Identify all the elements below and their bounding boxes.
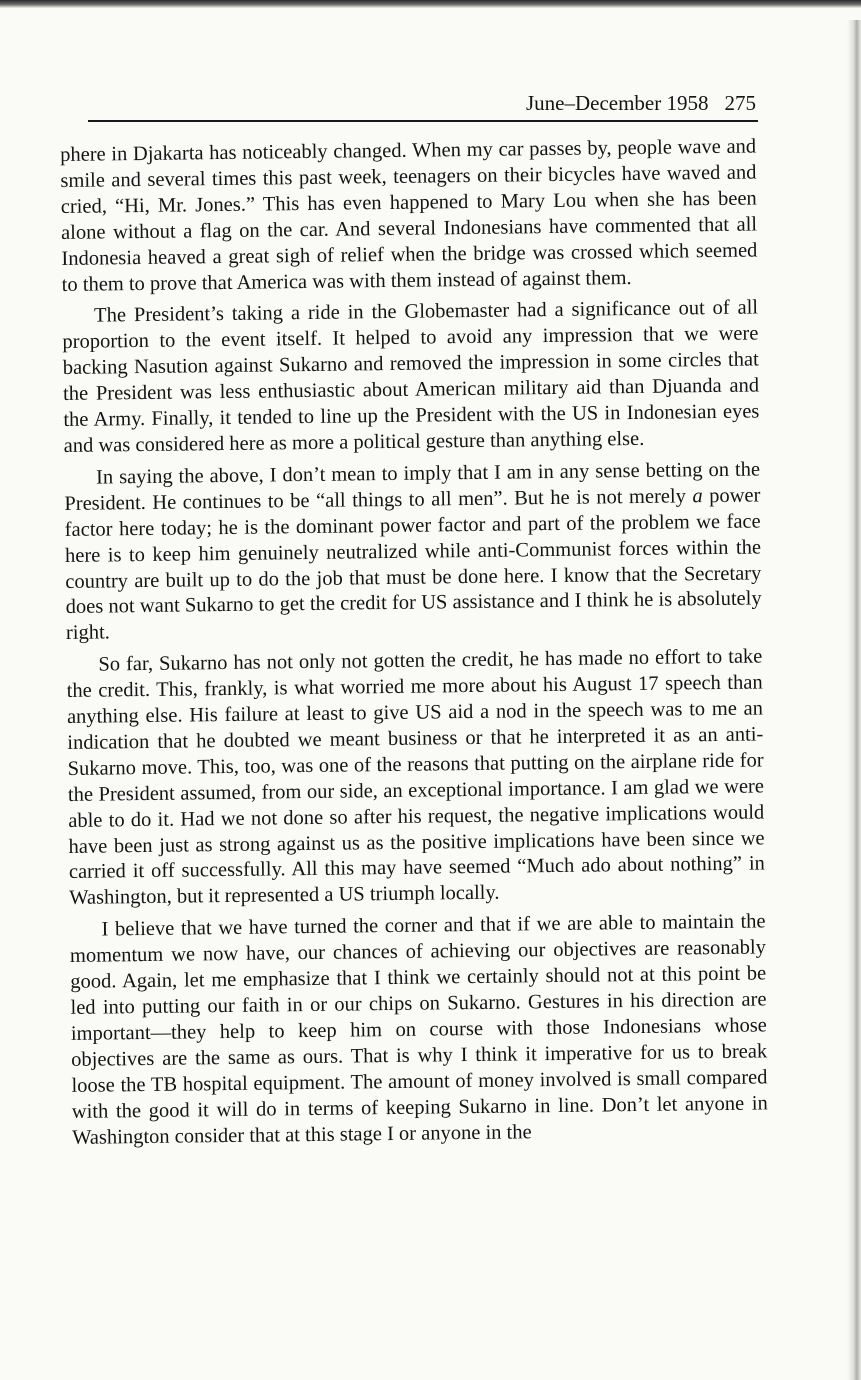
paragraph-5 bbox=[69, 910, 768, 1152]
paragraph-text: phere in Djakarta has noticeably changed. When my car passes by, people wave and smile and several times this past week, teenagers on their bicycles have waved and cried, “Hi, Mr. Jones.” This has even happened to Mary Lou when she has been alone without a flag on the car. And several Indonesians have commented that all Indonesia heaved a great sigh of relief when the bridge was crossed which seemed to them to prove that America was with them instead of against them. bbox=[60, 135, 758, 296]
paragraph-text: So far, Sukarno has not only not gotten the credit, he has made no effort to take the credit. This, frankly, is what worried me more about his August 17 speech than anything else. His failure at least to give US aid a nod in the speech was to me an indication that he doubted we meant business or that he interpreted it as an anti-Sukarno move. This, too, was one of the reasons that putting on the airplane ride for the President assumed, from our side, an exceptional importance. I am glad we were able to do it. Had we not done so after his request, the negative implications would have been just as strong against us as the positive implications have been since we carried it off successfully. All this may have seemed “Much ado about nothing” in Washington, but it represented a US triumph locally. bbox=[66, 645, 765, 910]
page-binding-edge bbox=[847, 20, 861, 1380]
page-number: 275 bbox=[724, 91, 756, 115]
paragraph-text: The President’s taking a ride in the Globemaster had a significance out of all proportion to the event itself. It helped to avoid any impression that we were backing Nasution against Sukarno and removed the impression in some circles that the President was less enthusiastic about American military aid than Djuanda and the Army. Finally, it tended to line up the President with the US in Indonesian eyes and was considered here as more a political gesture than anything else. bbox=[62, 296, 760, 457]
paragraph-3 bbox=[64, 457, 762, 647]
running-head-title: June–December 1958 bbox=[525, 91, 709, 115]
page-top-shadow bbox=[0, 0, 861, 8]
running-head bbox=[88, 88, 758, 122]
paragraph-text: I believe that we have turned the corner and that if we are able to maintain the momentum we now have, our chances of achieving our objectives are reasonably good. Again, let me emphasize that I think we certainly should not at this point be led into putting our faith in or our chips on Sukarno. Gestures in his direction are important—they help to keep him on course with those Indonesians whose objectives are the same as ours. That is why I think it imperative for us to break loose the TB hospital equipment. The amount of money involved is small compared with the good it will do in terms of keeping Sukarno in line. Don’t let anyone in Washington consider that at this stage I or anyone in the bbox=[69, 910, 768, 1149]
paragraph-text: power factor here today; he is the dominant power factor and part of the problem we face here is to keep him genuinely neutralized while anti-Communist forces within the country are built up to do the job that must be done here. I know that the Secretary does not want Sukarno to get the credit for US assistance and I think he is absolutely right. bbox=[64, 484, 762, 645]
emphasized-word: a bbox=[692, 484, 703, 508]
paragraph-2 bbox=[62, 296, 760, 460]
paragraph-text: In saying the above, I don’t mean to imply that I am in any sense betting on the President. He continues to be “all things to all men”. But he is not merely bbox=[64, 458, 761, 515]
paragraph-4 bbox=[66, 645, 765, 913]
body-text bbox=[60, 134, 768, 1151]
running-head-text bbox=[526, 91, 756, 116]
paragraph-1 bbox=[60, 134, 758, 298]
